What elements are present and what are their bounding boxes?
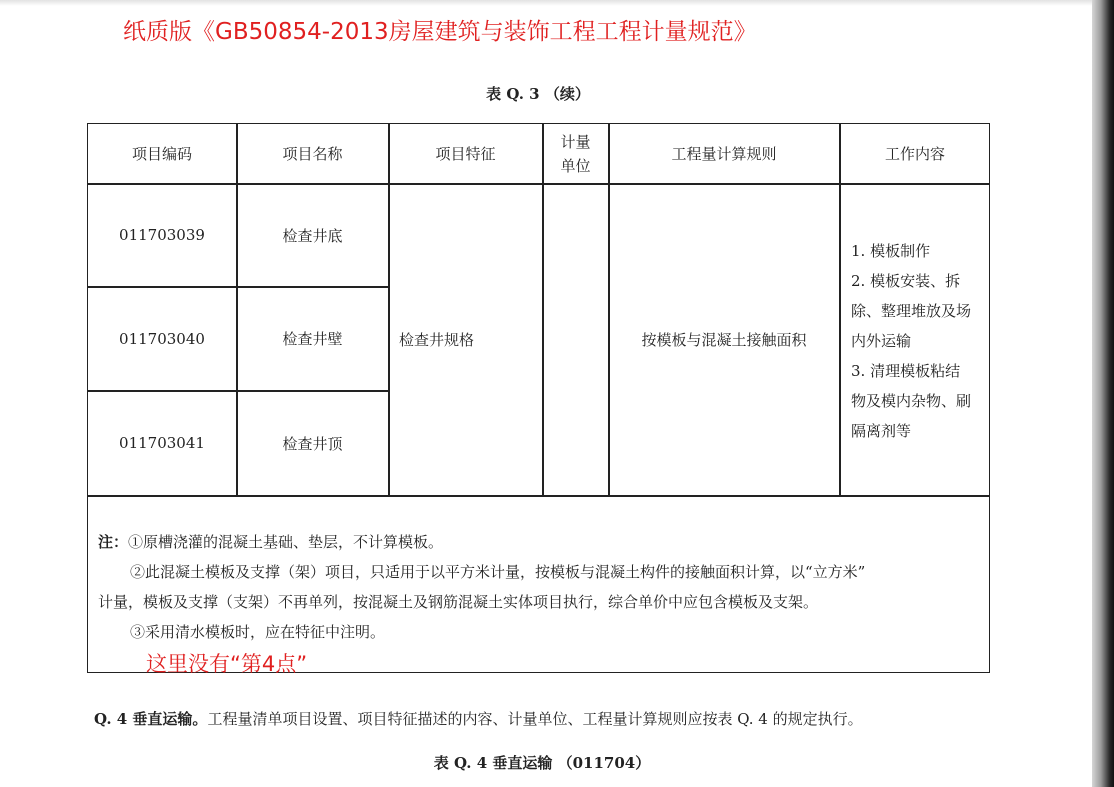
section-text: 工程量清单项目设置、项目特征描述的内容、计量单位、工程量计算规则应按表 Q. 4 的规定执行。 (207, 710, 863, 728)
page-top-shadow (0, 0, 1114, 6)
note-line-2: ②此混凝土模板及支撑（架）项目，只适用于以平方米计量，按模板与混凝土构件的接触面积计算，以“立方米” (130, 563, 866, 581)
header-unit (543, 124, 608, 183)
merged-unit (543, 184, 608, 495)
note-prefix: 注： (98, 533, 129, 551)
note-line-3: 计量，模板及支撑（支架）不再单列，按混凝土及钢筋混凝土实体项目执行，综合单价中应包含模板及支架。 (98, 593, 819, 611)
table-caption: 表 Q. 3 （续） (486, 85, 590, 103)
note-text: ①原槽浇灌的混凝土基础、垫层，不计算模板。 (128, 533, 444, 551)
banner-title: 纸质版《GB50854-2013房屋建筑与装饰工程工程计量规范》 (123, 19, 757, 45)
work-line: 内外运输 (851, 332, 912, 350)
page-edge-shadow (1092, 0, 1114, 787)
row-name: 检查井顶 (282, 434, 343, 453)
section-title: Q. 4 垂直运输。 (94, 710, 208, 728)
row-code: 011703039 (119, 226, 205, 244)
row-name: 检查井壁 (282, 330, 343, 348)
note-line-4: ③采用清水模板时，应在特征中注明。 (130, 623, 386, 641)
red-annotation: 这里没有“第4点” (146, 652, 308, 676)
work-line: 隔离剂等 (851, 422, 912, 440)
row-name: 检查井底 (282, 226, 343, 245)
merged-work-list (851, 236, 987, 446)
row-code: 011703040 (119, 329, 205, 348)
header-name: 项目名称 (282, 145, 343, 163)
section-paragraph (94, 708, 1054, 729)
work-line: 3. 清理模板粘结 (851, 362, 961, 380)
work-line: 除、整理堆放及场 (851, 302, 972, 320)
table-caption-2: 表 Q. 4 垂直运输 （011704） (433, 754, 651, 772)
header-code: 项目编码 (131, 145, 192, 163)
note-line-1 (98, 527, 983, 557)
header-unit-line2: 单位 (560, 156, 591, 175)
work-line: 物及模内杂物、刷 (851, 392, 972, 410)
merged-feature: 检查井规格 (399, 331, 475, 349)
work-line: 1. 模板制作 (851, 242, 931, 260)
table-notes (98, 527, 983, 647)
row-code: 011703041 (119, 434, 205, 452)
header-feature: 项目特征 (435, 145, 496, 163)
merged-rule: 按模板与混凝土接触面积 (641, 331, 807, 349)
header-rule: 工程量计算规则 (671, 145, 777, 163)
header-work: 工作内容 (884, 145, 945, 163)
header-unit-line1: 计量 (560, 132, 591, 151)
table-divider (87, 495, 990, 497)
work-line: 2. 模板安装、拆 (851, 272, 961, 290)
